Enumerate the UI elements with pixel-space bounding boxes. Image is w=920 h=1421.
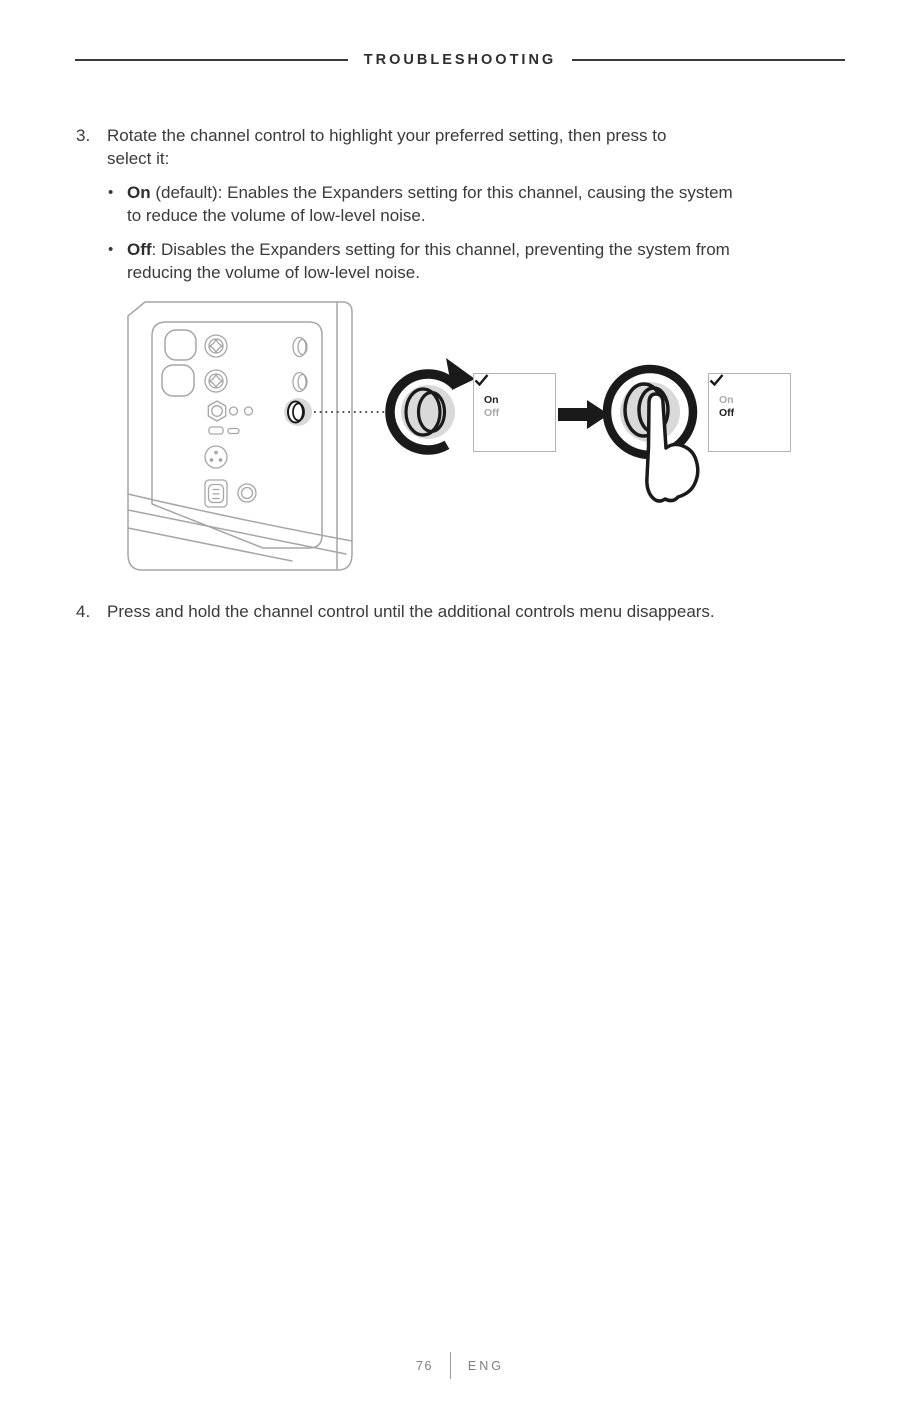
- rotate-knob-illustration: [390, 358, 475, 450]
- wedge-line: [128, 528, 292, 561]
- bullet-glyph: •: [108, 184, 114, 201]
- input-jack-1: [165, 330, 196, 360]
- menu-option-off: Off: [484, 407, 500, 420]
- page-title: TROUBLESHOOTING: [363, 52, 557, 68]
- trim-knob-2: [205, 370, 227, 392]
- header-rule-right: [572, 59, 845, 61]
- step-4-number: 4.: [76, 602, 91, 621]
- menu-popup-before: [473, 373, 556, 452]
- small-port-1: [230, 407, 238, 415]
- small-knob-2: [293, 373, 307, 392]
- header-rule-left: [75, 59, 348, 61]
- line-out-jack: [208, 401, 225, 421]
- channel-control-knob-highlighted: [284, 398, 312, 426]
- input-jack-2: [162, 365, 194, 396]
- bullet-on: [108, 181, 733, 227]
- menu-option-on: On: [719, 393, 734, 406]
- page-number: 76: [416, 1358, 433, 1373]
- bullet-off-text: Off: Disables the Expanders setting for this channel, preventing the system from reducing the volume of low-level noise.: [127, 240, 730, 282]
- step-3-number: 3.: [76, 126, 91, 145]
- small-knob-1: [293, 338, 307, 357]
- step-4-text: Press and hold the channel control until the additional controls menu disappears.: [107, 602, 715, 621]
- figure-channel-control: [100, 290, 860, 580]
- bullet-on-text: On (default): Enables the Expanders setting for this channel, causing the system to reduce the volume of low-level noise.: [127, 183, 733, 225]
- arrow-right-icon: [558, 400, 609, 429]
- press-knob-illustration: [607, 369, 698, 501]
- page-footer: [0, 1352, 920, 1379]
- check-icon: [474, 374, 489, 386]
- small-port-2: [245, 407, 253, 415]
- bullet-off: [108, 238, 730, 284]
- footer-divider: [450, 1352, 451, 1379]
- round-connector: [238, 484, 256, 502]
- on-label: On: [127, 183, 151, 202]
- trim-knob-1: [205, 335, 227, 357]
- language-label: ENG: [467, 1358, 504, 1373]
- step-4: [76, 600, 715, 623]
- power-inlet: [205, 480, 227, 507]
- wedge-line: [128, 510, 346, 554]
- menu-popup-after: [708, 373, 791, 452]
- menu-option-on: On: [484, 393, 499, 406]
- step-3-text: Rotate the channel control to highlight your preferred setting, then press to select it:: [107, 126, 667, 168]
- xlr-connector: [205, 446, 227, 468]
- page-header: [75, 52, 845, 68]
- slot-1: [209, 427, 223, 434]
- bullet-glyph: •: [108, 241, 114, 258]
- menu-option-off: Off: [719, 407, 735, 420]
- speaker-rear-panel-illustration: [128, 302, 352, 570]
- step-3: [76, 124, 666, 170]
- check-icon: [709, 374, 724, 386]
- off-label: Off: [127, 240, 152, 259]
- slot-2: [228, 429, 239, 434]
